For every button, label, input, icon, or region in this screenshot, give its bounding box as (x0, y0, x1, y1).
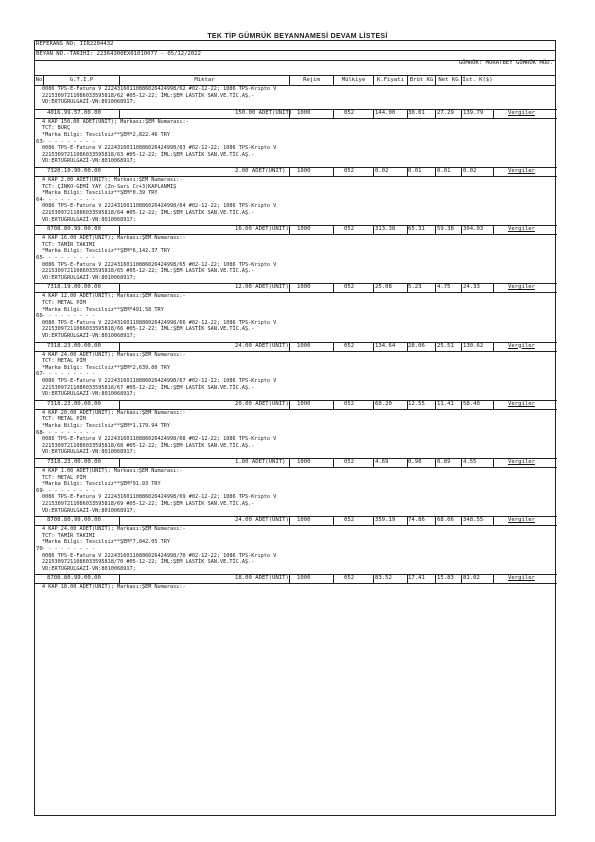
description-line: - - - - - - - - - (42, 313, 96, 320)
regime: 1000 (297, 459, 311, 465)
regime: 1000 (297, 284, 311, 291)
cell-divider (373, 400, 374, 409)
cell-divider (373, 458, 374, 467)
item-price: 83.52 (375, 575, 392, 582)
description-line: 0086 TPS-E-Fatura V 22243160110886026424998/66 #02-12-22; 1086 TPS-Kripto V (42, 319, 277, 326)
cell-divider (407, 283, 408, 292)
cell-divider (407, 400, 408, 409)
cell-divider (435, 400, 436, 409)
cell-divider (373, 109, 374, 118)
description-line: TCT: METAL PİM (42, 358, 86, 365)
description-line: VD:ERTUĞRULGAZİ-VN:8010068917; (42, 216, 136, 223)
cell-divider (289, 342, 290, 351)
description-line: 4 KAP 20.00 ADET(UNIT); Markası:ŞEM Numarası:- (42, 409, 186, 416)
description-line: VD:ERTUĞRULGAZİ-VN:8010068917; (42, 391, 136, 398)
cell-divider (373, 342, 374, 351)
cell-divider (333, 458, 334, 467)
origin-code: 052 (344, 342, 355, 349)
gtip-code: 7318.23.00.00.00 (47, 342, 101, 349)
description-line: 22153097211086033595818/69 #05-12-22; İML:ŞEM LASTİK SAN.VE.TİC.AŞ.- (42, 501, 255, 507)
gtip-code: 8708.80.99.00.00 (47, 517, 101, 524)
description-line: 4 KAP 2.00 ADET(UNIT); Markası:ŞEM Numarası:- (42, 177, 183, 183)
goods-data-row (35, 109, 557, 118)
page-title: TEK TİP GÜMRÜK BEYANNAMESİ DEVAM LİSTESİ (207, 33, 388, 40)
cell-divider (119, 458, 120, 467)
taxes-link[interactable]: Vergiler (508, 517, 535, 524)
description-line: 22153097211086033595818/66 #05-12-22; İML:ŞEM LASTİK SAN.VE.TİC.AŞ.- (42, 326, 255, 333)
item-price: 0.02 (375, 168, 389, 174)
regime: 1000 (297, 517, 311, 524)
item-price: 134.64 (375, 342, 396, 349)
item-price: 359.19 (375, 517, 396, 524)
col-header-rejim: Rejim (289, 76, 333, 85)
regime: 1000 (297, 342, 311, 349)
cell-divider (493, 574, 494, 583)
description-line: TCT: TAMİR TAKIMI (42, 532, 96, 539)
description-line: 4 KAP 1.00 ADET(UNIT); Markası:ŞEM Numarası:- (42, 468, 183, 474)
statistical-value: 58.40 (463, 400, 480, 407)
cell-divider (119, 516, 120, 525)
cell-divider (407, 458, 408, 467)
cell-divider (493, 283, 494, 292)
statistical-value: 304.03 (463, 226, 484, 233)
origin-code: 052 (344, 575, 355, 582)
origin-code: 052 (344, 109, 355, 116)
description-line: 4 KAP 24.00 ADET(UNIT); Markası:ŞEM Numarası:- (42, 351, 186, 358)
reference-number: REFERANS NO: IIR2204432 (36, 41, 114, 47)
cell-divider (289, 516, 290, 525)
goods-data-row (35, 458, 557, 467)
description-line: *Marka Bilgi: Tescilsiz**ŞEM*0.39 TRY (42, 190, 158, 197)
cell-divider (333, 283, 334, 292)
cell-divider (373, 225, 374, 234)
gross-kg: 28.06 (408, 342, 425, 349)
goods-data-row (35, 516, 557, 525)
item-price: 313.38 (375, 226, 396, 233)
item-price: 144.00 (375, 109, 396, 116)
description-line: 0086 TPS-E-Fatura V 22243160110886026424998/68 #02-12-22; 1086 TPS-Kripto V (42, 436, 277, 443)
item-number: 69 (36, 487, 43, 494)
net-kg: 11.41 (437, 400, 454, 407)
description-line: 0086 TPS-E-Fatura V 22243160110886026424998/69 #02-12-22; 1086 TPS-Kripto V (42, 494, 277, 501)
description-line: 22153097211086033595818/68 #05-12-22; İML:ŞEM LASTİK SAN.VE.TİC.AŞ.- (42, 442, 255, 449)
statistical-value: 81.02 (463, 575, 480, 582)
col-header-gtip: G.T.I.P (43, 76, 119, 85)
cell-divider (435, 109, 436, 118)
item-number: 65 (36, 255, 43, 261)
description-line: *Marka Bilgi: Tescilsiz**ŞEM*7,042.05 TRY (42, 539, 171, 546)
gtip-code: 7318.23.00.00.00 (47, 459, 101, 465)
quantity: 1.00 ADET(UNIT) (235, 459, 286, 465)
description-line: - - - - - - - - - (42, 138, 96, 145)
gross-kg: 0.01 (408, 168, 422, 174)
cell-divider (333, 167, 334, 176)
item-number: 70 (36, 546, 43, 552)
customs-office: GÜMRÜK: MURATBEY GÜMRÜK MÜD. (458, 60, 553, 66)
cell-divider (461, 400, 462, 409)
gross-kg: 12.55 (408, 400, 425, 407)
row-rule (35, 225, 557, 226)
item-number: 63 (36, 138, 43, 145)
cell-divider (119, 225, 120, 234)
row-rule (35, 400, 557, 401)
cell-divider (435, 225, 436, 234)
description-line: TCT: TAMİR TAKIMI (42, 241, 96, 248)
description-line: 0086 TPS-E-Fatura V 22243160110886026424998/70 #02-12-22; 1086 TPS-Kripto V (42, 552, 277, 559)
row-rule (35, 458, 557, 459)
cell-divider (407, 516, 408, 525)
statistical-value: 139.79 (463, 109, 484, 116)
cell-divider (435, 458, 436, 467)
description-line: 22153097211086033595818/65 #05-12-22; İML:ŞEM LASTİK SAN.VE.TİC.AŞ.- (42, 268, 255, 275)
net-kg: 27.29 (437, 109, 454, 116)
cell-divider (461, 283, 462, 292)
quantity: 24.00 ADET(UNIT) (235, 342, 289, 349)
description-line: 22153097211086033595818/63 #05-12-22; İML:ŞEM LASTİK SAN.VE.TİC.AŞ.- (42, 151, 255, 158)
origin-code: 052 (344, 284, 355, 291)
statistical-value: 4.55 (463, 459, 477, 465)
cell-divider (119, 400, 120, 409)
col-header-mulkiye: Mülkiye (333, 76, 373, 85)
description-line: VD:ERTUĞRULGAZİ-VN:8010068917; (42, 507, 136, 514)
goods-data-row (35, 283, 557, 292)
item-number: 68 (36, 429, 43, 436)
description-line: TCT: METAL PİM (42, 474, 86, 481)
cell-divider (461, 574, 462, 583)
statistical-value: 0.02 (463, 168, 477, 174)
description-line: 22153097211086033595818/64 #05-12-22; İML:ŞEM LASTİK SAN.VE.TİC.AŞ.- (42, 210, 255, 216)
gtip-code: 8708.80.99.00.00 (47, 575, 101, 582)
cell-divider (407, 109, 408, 118)
net-kg: 68.06 (437, 517, 454, 524)
regime: 1000 (297, 575, 311, 582)
col-header-net: Net KG (435, 76, 461, 85)
quantity: 24.00 ADET(UNIT) (235, 517, 289, 524)
goods-data-row (35, 400, 557, 409)
gross-kg: 5.23 (408, 284, 422, 291)
statistical-value: 130.62 (463, 342, 484, 349)
net-kg: 25.51 (437, 342, 454, 349)
net-kg: 4.75 (437, 284, 451, 291)
cell-divider (461, 109, 462, 118)
cell-divider (435, 167, 436, 176)
statistical-value: 348.55 (463, 517, 484, 524)
description-line: TCT: METAL PİM (42, 300, 86, 306)
quantity: 18.00 ADET(UNIT) (235, 575, 289, 582)
origin-code: 052 (344, 168, 355, 174)
cell-divider (435, 516, 436, 525)
taxes-link[interactable]: Vergiler (508, 575, 535, 582)
goods-data-row (35, 167, 557, 176)
item-number: 67 (36, 371, 43, 378)
quantity: 16.00 ADET(UNIT) (235, 226, 289, 233)
description-line: *Marka Bilgi: Tescilsiz**ŞEM*1,179.94 TRY (42, 423, 171, 429)
net-kg: 0.89 (437, 459, 451, 465)
col-header-brut: Brüt KG (407, 76, 435, 85)
cell-divider (289, 458, 290, 467)
description-line: 0086 TPS-E-Fatura V 22243160110886026424998/65 #02-12-22; 1086 TPS-Kripto V (42, 261, 277, 268)
taxes-link[interactable]: Vergiler (508, 168, 535, 174)
gross-kg: 65.31 (408, 226, 425, 233)
description-line: 0086 TPS-E-Fatura V 22243160110886026424998/64 #02-12-22; 1086 TPS-Kripto V (42, 203, 277, 210)
item-price: 4.69 (375, 459, 389, 465)
col-header-no: No (35, 77, 43, 83)
col-header-kfiyat: K.Fiyatı (373, 76, 407, 85)
origin-code: 052 (344, 400, 355, 407)
description-line: VD:ERTUĞRULGAZİ-VN:8010068917; (42, 565, 136, 572)
cell-divider (333, 516, 334, 525)
description-line: *Marka Bilgi: Tescilsiz**ŞEM*91.93 TRY (42, 481, 161, 488)
description-line: 22153097211086033595818/62 #05-12-22; İML:ŞEM LASTİK SAN.VE.TİC.AŞ.- (42, 92, 255, 99)
description-line: - - - - - - - - - (42, 429, 96, 436)
cell-divider (493, 167, 494, 176)
taxes-link[interactable]: Vergiler (508, 226, 535, 233)
statistical-value: 24.33 (463, 284, 480, 291)
description-line: 22153097211086033595818/70 #05-12-22; İML:ŞEM LASTİK SAN.VE.TİC.AŞ.- (42, 559, 255, 566)
cell-divider (435, 574, 436, 583)
gross-kg: 0.98 (408, 459, 422, 465)
cell-divider (289, 225, 290, 234)
goods-data-row (35, 342, 557, 351)
description-line: VD:ERTUĞRULGAZİ-VN:8010068917; (42, 158, 136, 165)
description-line: VD:ERTUĞRULGAZİ-VN:8010068917; (42, 274, 136, 281)
cell-divider (373, 516, 374, 525)
cell-divider (119, 167, 120, 176)
description-line: VD:ERTUĞRULGAZİ-VN:8010068917; (42, 99, 136, 106)
cell-divider (119, 109, 120, 118)
cell-divider (493, 458, 494, 467)
taxes-link[interactable]: Vergiler (508, 342, 535, 349)
description-line: TCT: ÇİNKO-GEMİ YAY (Zn-Sarı Cr+3)KAPLANMIŞ (42, 183, 177, 190)
item-number: 66 (36, 313, 43, 320)
row-rule (35, 283, 557, 284)
cell-divider (289, 167, 290, 176)
row-rule (35, 516, 557, 517)
description-line: *Marka Bilgi: Tescilsiz**ŞEM*2,822.46 TRY (42, 132, 171, 138)
taxes-link[interactable]: Vergiler (508, 400, 535, 407)
gtip-code: 7318.23.00.00.00 (47, 400, 101, 407)
row-rule (35, 167, 557, 168)
gross-kg: 74.86 (408, 517, 425, 524)
row-rule (35, 109, 557, 110)
description-line: 4 KAP 16.00 ADET(UNIT); Markası:ŞEM Numarası:- (42, 235, 186, 242)
cell-divider (289, 574, 290, 583)
cell-divider (119, 574, 120, 583)
cell-divider (407, 574, 408, 583)
description-line: 4 KAP 24.00 ADET(UNIT); Markası:ŞEM Numarası:- (42, 526, 186, 533)
item-price: 60.20 (375, 400, 392, 407)
taxes-link[interactable]: Vergiler (508, 284, 535, 291)
cell-divider (493, 516, 494, 525)
cell-divider (333, 109, 334, 118)
description-line: 0086 TPS-E-Fatura V 22243160110886026424998/67 #02-12-22; 1086 TPS-Kripto V (42, 378, 277, 384)
regime: 1000 (297, 109, 311, 116)
cell-divider (289, 283, 290, 292)
description-line: VD:ERTUĞRULGAZİ-VN:8010068917; (42, 333, 136, 339)
regime: 1000 (297, 168, 311, 174)
description-line: - - - - - - - - - (42, 255, 96, 261)
continuation-sheet (34, 40, 556, 816)
origin-code: 052 (344, 226, 355, 233)
cell-divider (493, 109, 494, 118)
declaration-number-date: BEYAN NO.-TARİHİ: 22364300EX01010077 - 05/12/2022 (36, 51, 202, 57)
description-line: 0086 TPS-E-Fatura V 22243160110886026424998/63 #02-12-22; 1086 TPS-Kripto V (42, 145, 277, 152)
description-line: - - - - - - - - - (42, 546, 96, 552)
cell-divider (289, 400, 290, 409)
description-line: *Marka Bilgi: Tescilsiz**ŞEM*2,639.00 TRY (42, 364, 171, 371)
origin-code: 052 (344, 459, 355, 465)
taxes-link[interactable]: Vergiler (508, 109, 535, 116)
description-line: VD:ERTUĞRULGAZİ-VN:8010068917; (42, 449, 136, 456)
quantity: 20.00 ADET(UNIT) (235, 400, 289, 407)
quantity: 2.00 ADET(UNIT) (235, 168, 286, 174)
cell-divider (407, 342, 408, 351)
gross-kg: 30.01 (408, 109, 425, 116)
gtip-code: 7318.19.00.00.00 (47, 284, 101, 291)
cell-divider (435, 283, 436, 292)
description-line: *Marka Bilgi: Tescilsiz**ŞEM*491.58 TRY (42, 306, 164, 313)
quantity: 12.00 ADET(UNIT) (235, 284, 289, 291)
description-line: 4 KAP 150.00 ADET(UNIT); Markası:ŞEM Numarası:- (42, 118, 189, 125)
net-kg: 0.01 (437, 168, 451, 174)
origin-code: 052 (344, 517, 355, 524)
cell-divider (435, 342, 436, 351)
description-line: TCT: BURÇ (42, 125, 71, 132)
col-header-ist: İst. K($) (462, 77, 493, 83)
regime: 1000 (297, 226, 311, 233)
col-header-miktar: Miktar (119, 76, 289, 85)
cell-divider (461, 342, 462, 351)
description-line: - - - - - - - - - (42, 371, 96, 378)
description-line: - - - - - - - - - (42, 196, 96, 203)
net-kg: 15.83 (437, 575, 454, 582)
description-line: 0086 TPS-E-Fatura V 22243160110886026424998/62 #02-12-22; 1086 TPS-Kripto V (42, 86, 277, 92)
item-price: 25.08 (375, 284, 392, 291)
description-line: *Marka Bilgi: Tescilsiz**ŞEM*6,142.37 TRY (42, 248, 171, 255)
regime: 1000 (297, 400, 311, 407)
cell-divider (461, 458, 462, 467)
description-line: 4 KAP 12.00 ADET(UNIT); Markası:ŞEM Numarası:- (42, 293, 186, 300)
cell-divider (333, 400, 334, 409)
description-line: - - - - - - - - - (42, 487, 96, 494)
gtip-code: 8708.80.99.00.00 (47, 226, 101, 233)
cell-divider (461, 167, 462, 176)
description-line: 22153097211086033595818/67 #05-12-22; İML:ŞEM LASTİK SAN.VE.TİC.AŞ.- (42, 384, 255, 391)
cell-divider (373, 283, 374, 292)
cell-divider (493, 342, 494, 351)
cell-divider (407, 225, 408, 234)
goods-data-row (35, 574, 557, 583)
cell-divider (461, 516, 462, 525)
description-line: TCT: METAL PİM (42, 416, 86, 423)
gtip-code: 4016.99.57.00.00 (47, 109, 101, 116)
cell-divider (373, 167, 374, 176)
taxes-link[interactable]: Vergiler (508, 459, 535, 465)
quantity: 150.00 ADET(UNIT) (235, 109, 293, 116)
net-kg: 59.38 (437, 226, 454, 233)
cell-divider (493, 225, 494, 234)
cell-divider (493, 400, 494, 409)
gtip-code: 7320.10.90.00.00 (47, 168, 101, 174)
cell-divider (373, 574, 374, 583)
row-rule (35, 574, 557, 575)
cell-divider (461, 225, 462, 234)
cell-divider (289, 109, 290, 118)
cell-divider (333, 574, 334, 583)
item-number: 64 (36, 196, 43, 203)
cell-divider (333, 225, 334, 234)
gross-kg: 17.41 (408, 575, 425, 582)
cell-divider (119, 342, 120, 351)
cell-divider (119, 283, 120, 292)
goods-data-row (35, 225, 557, 234)
description-line: 4 KAP 18.00 ADET(UNIT); Markası:ŞEM Numarası:- (42, 584, 186, 591)
cell-divider (333, 342, 334, 351)
cell-divider (407, 167, 408, 176)
row-rule (35, 342, 557, 343)
